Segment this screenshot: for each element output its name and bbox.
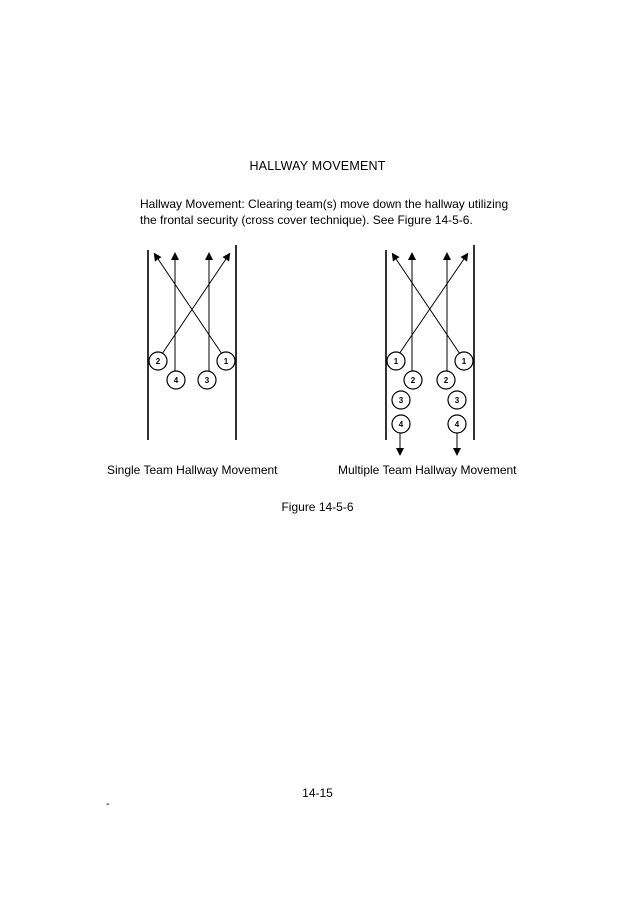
marker-number: 2 bbox=[410, 376, 416, 385]
multiple-team-caption: Multiple Team Hallway Movement bbox=[338, 463, 517, 477]
paragraph-line-2: the frontal security (cross cover technique). See Figure 14-5-6. bbox=[140, 213, 473, 227]
cross-arrow-line bbox=[162, 256, 228, 354]
marker-number: 4 bbox=[398, 420, 404, 429]
page-title: HALLWAY MOVEMENT bbox=[249, 159, 386, 173]
footer-mark: - bbox=[106, 798, 110, 810]
figure-label: Figure 14-5-6 bbox=[281, 500, 354, 514]
marker-number: 1 bbox=[393, 357, 399, 366]
page-number: 14-15 bbox=[302, 786, 333, 800]
marker-number: 4 bbox=[454, 420, 460, 429]
marker-number: 1 bbox=[461, 357, 467, 366]
marker-number: 4 bbox=[173, 376, 179, 385]
cross-arrow-line bbox=[156, 256, 222, 354]
cross-arrow-line bbox=[394, 256, 460, 354]
paragraph-line-1: Hallway Movement: Clearing team(s) move down the hallway utilizing bbox=[140, 197, 509, 211]
marker-number: 3 bbox=[454, 396, 460, 405]
cross-arrow-line bbox=[399, 256, 466, 354]
marker-number: 3 bbox=[204, 376, 210, 385]
single-team-caption: Single Team Hallway Movement bbox=[107, 463, 278, 477]
marker-number: 1 bbox=[223, 357, 229, 366]
marker-number: 2 bbox=[155, 357, 161, 366]
multiple-team-diagram bbox=[386, 245, 474, 452]
single-team-diagram bbox=[148, 245, 236, 440]
marker-number: 2 bbox=[443, 376, 449, 385]
marker-number: 3 bbox=[398, 396, 404, 405]
